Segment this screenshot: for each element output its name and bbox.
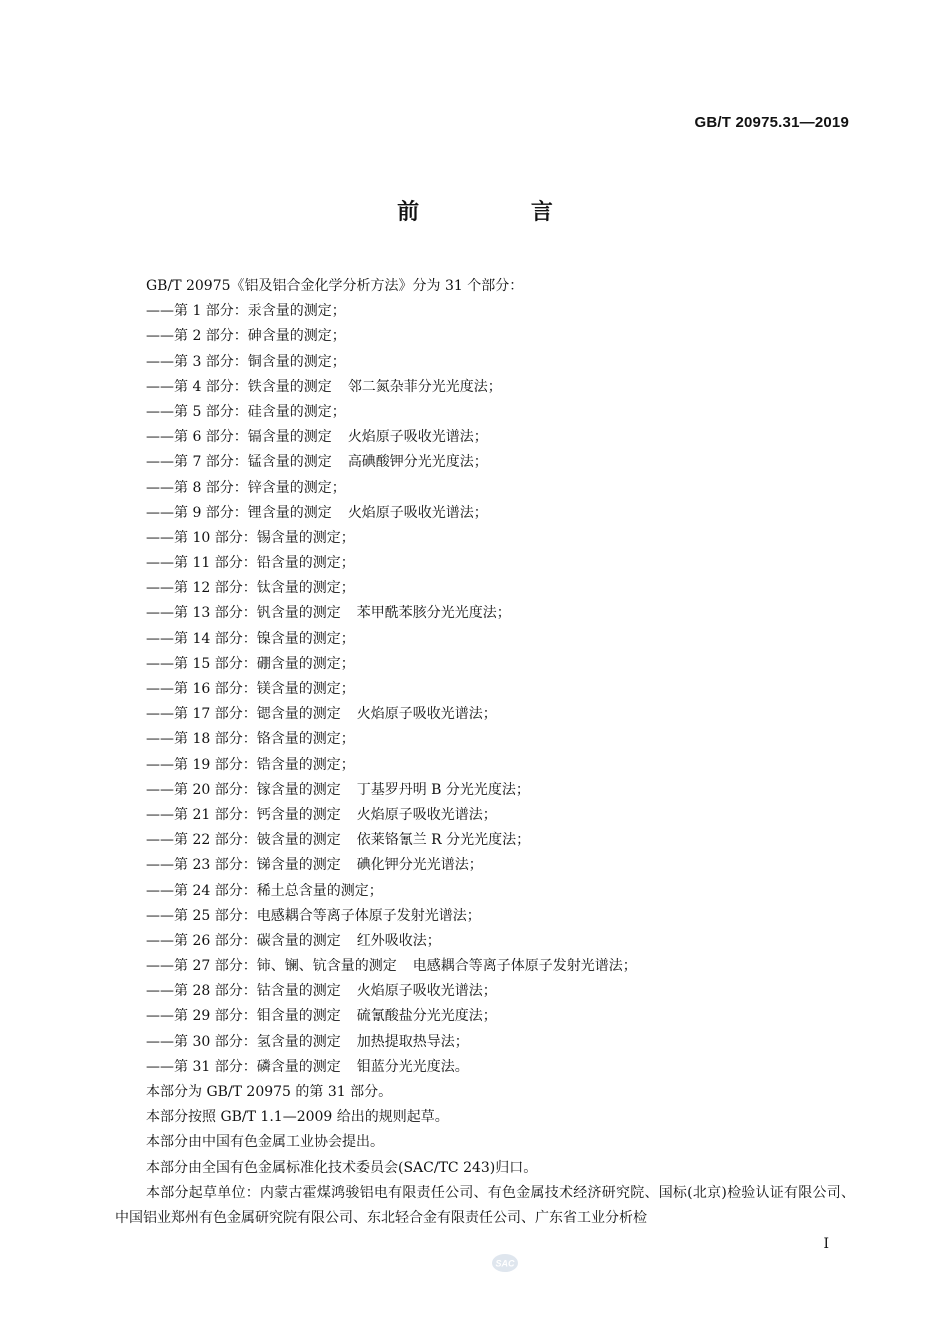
part-label: ——第 13 部分：钒含量的测定 bbox=[146, 605, 341, 622]
document-number: GB/T 20975.31—2019 bbox=[694, 114, 849, 131]
part-method: 依莱铬氰兰 R 分光光度法； bbox=[356, 832, 531, 849]
part-label: ——第 27 部分：铈、镧、钪含量的测定 bbox=[146, 958, 397, 975]
part-label: ——第 2 部分：砷含量的测定； bbox=[146, 328, 346, 345]
part-label: ——第 9 部分：锂含量的测定 bbox=[146, 504, 332, 521]
part-item bbox=[115, 501, 855, 526]
part-label: ——第 16 部分：镁含量的测定； bbox=[146, 681, 355, 697]
part-item bbox=[115, 601, 855, 626]
part-method: 碘化钾分光光谱法； bbox=[356, 857, 483, 874]
part-item bbox=[115, 778, 855, 803]
part-method: 火焰原子吸收光谱法； bbox=[347, 429, 488, 446]
body-paragraph: 本部分由全国有色金属标准化技术委员会(SAC/TC 243)归口。 bbox=[146, 1159, 538, 1176]
part-method: 火焰原子吸收光谱法； bbox=[356, 706, 497, 723]
part-label: ——第 4 部分：铁含量的测定 bbox=[146, 378, 332, 395]
part-label: ——第 11 部分：铅含量的测定； bbox=[146, 555, 355, 572]
drafting-units-paragraph: 本部分起草单位：内蒙古霍煤鸿骏铝电有限责任公司、有色金属技术经济研究院、国标(北京)检验认证有限公司、中国铝业郑州有色金属研究院有限公司、东北轻合金有限责任公司、广东省工业分析检 bbox=[115, 1184, 855, 1226]
sac-logo-watermark bbox=[490, 1252, 520, 1274]
part-method: 红外吸收法； bbox=[356, 932, 441, 949]
part-item bbox=[115, 375, 855, 400]
part-method: 电感耦合等离子体原子发射光谱法； bbox=[412, 958, 637, 975]
part-item bbox=[115, 627, 855, 652]
part-item bbox=[115, 828, 855, 853]
part-label: ——第 22 部分：铍含量的测定 bbox=[146, 832, 341, 849]
intro-paragraph: GB/T 20975《铝及铝合金化学分析方法》分为 31 个部分： bbox=[146, 278, 524, 294]
part-label: ——第 18 部分：铬含量的测定； bbox=[146, 731, 355, 748]
part-item bbox=[115, 904, 855, 929]
part-method: 高碘酸钾分光光度法； bbox=[347, 454, 488, 471]
part-label: ——第 29 部分：钼含量的测定 bbox=[146, 1008, 341, 1025]
part-item bbox=[115, 1055, 855, 1080]
part-method: 硫氰酸盐分光光度法； bbox=[356, 1008, 497, 1025]
page-title: 前 言 bbox=[397, 200, 605, 225]
part-item bbox=[115, 576, 855, 601]
part-label: ——第 8 部分：锌含量的测定； bbox=[146, 479, 346, 496]
part-label: ——第 1 部分：汞含量的测定； bbox=[146, 303, 346, 320]
part-item bbox=[115, 652, 855, 677]
paragraphs bbox=[115, 1080, 855, 1181]
part-item bbox=[115, 702, 855, 727]
part-label: ——第 7 部分：锰含量的测定 bbox=[146, 454, 332, 471]
body-paragraph: 本部分由中国有色金属工业协会提出。 bbox=[146, 1134, 384, 1151]
part-method: 钼蓝分光光度法。 bbox=[356, 1058, 469, 1075]
part-item bbox=[115, 853, 855, 878]
body-paragraph: 本部分为 GB/T 20975 的第 31 部分。 bbox=[146, 1084, 393, 1100]
part-item bbox=[115, 803, 855, 828]
part-label: ——第 14 部分：镍含量的测定； bbox=[146, 630, 355, 647]
part-label: ——第 24 部分：稀土总含量的测定； bbox=[146, 882, 383, 899]
parts-list bbox=[115, 299, 855, 1080]
part-label: ——第 25 部分：电感耦合等离子体原子发射光谱法； bbox=[146, 907, 481, 924]
part-item bbox=[115, 551, 855, 576]
part-item bbox=[115, 425, 855, 450]
part-item bbox=[115, 350, 855, 375]
part-label: ——第 21 部分：钙含量的测定 bbox=[146, 806, 341, 823]
part-label: ——第 23 部分：锑含量的测定 bbox=[146, 857, 341, 874]
part-label: ——第 17 部分：锶含量的测定 bbox=[146, 706, 341, 723]
watermark-text: SAC bbox=[495, 1258, 515, 1269]
part-item bbox=[115, 727, 855, 752]
part-item bbox=[115, 879, 855, 904]
part-label: ——第 20 部分：镓含量的测定 bbox=[146, 781, 341, 798]
part-label: ——第 26 部分：碳含量的测定 bbox=[146, 932, 341, 949]
part-item bbox=[115, 929, 855, 954]
part-item bbox=[115, 324, 855, 349]
body-paragraph: 本部分按照 GB/T 1.1—2009 给出的规则起草。 bbox=[146, 1109, 449, 1126]
part-label: ——第 10 部分：锡含量的测定； bbox=[146, 529, 355, 546]
part-item bbox=[115, 1030, 855, 1055]
part-label: ——第 28 部分：钴含量的测定 bbox=[146, 983, 341, 1000]
part-method: 苯甲酰苯胲分光光度法； bbox=[356, 605, 511, 622]
part-item bbox=[115, 476, 855, 501]
part-item bbox=[115, 753, 855, 778]
part-method: 加热提取热导法； bbox=[356, 1033, 469, 1050]
part-item bbox=[115, 954, 855, 979]
part-method: 邻二氮杂菲分光光度法； bbox=[347, 378, 502, 395]
part-label: ——第 12 部分：钛含量的测定； bbox=[146, 580, 355, 597]
part-label: ——第 31 部分：磷含量的测定 bbox=[146, 1058, 341, 1075]
part-item bbox=[115, 677, 855, 702]
part-label: ——第 30 部分：氢含量的测定 bbox=[146, 1033, 341, 1050]
part-method: 丁基罗丹明 B 分光光度法； bbox=[356, 781, 530, 798]
part-item bbox=[115, 1004, 855, 1029]
part-label: ——第 6 部分：镉含量的测定 bbox=[146, 429, 332, 446]
part-method: 火焰原子吸收光谱法； bbox=[356, 806, 497, 823]
part-item bbox=[115, 450, 855, 475]
part-item bbox=[115, 299, 855, 324]
part-label: ——第 5 部分：硅含量的测定； bbox=[146, 403, 346, 420]
part-item bbox=[115, 979, 855, 1004]
part-method: 火焰原子吸收光谱法； bbox=[356, 983, 497, 1000]
document-body bbox=[115, 274, 855, 1231]
part-method: 火焰原子吸收光谱法； bbox=[347, 504, 488, 521]
part-item bbox=[115, 526, 855, 551]
part-label: ——第 15 部分：硼含量的测定； bbox=[146, 655, 355, 672]
part-label: ——第 3 部分：铜含量的测定； bbox=[146, 353, 346, 370]
part-item bbox=[115, 400, 855, 425]
page-number: I bbox=[823, 1236, 829, 1252]
part-label: ——第 19 部分：锆含量的测定； bbox=[146, 756, 355, 773]
